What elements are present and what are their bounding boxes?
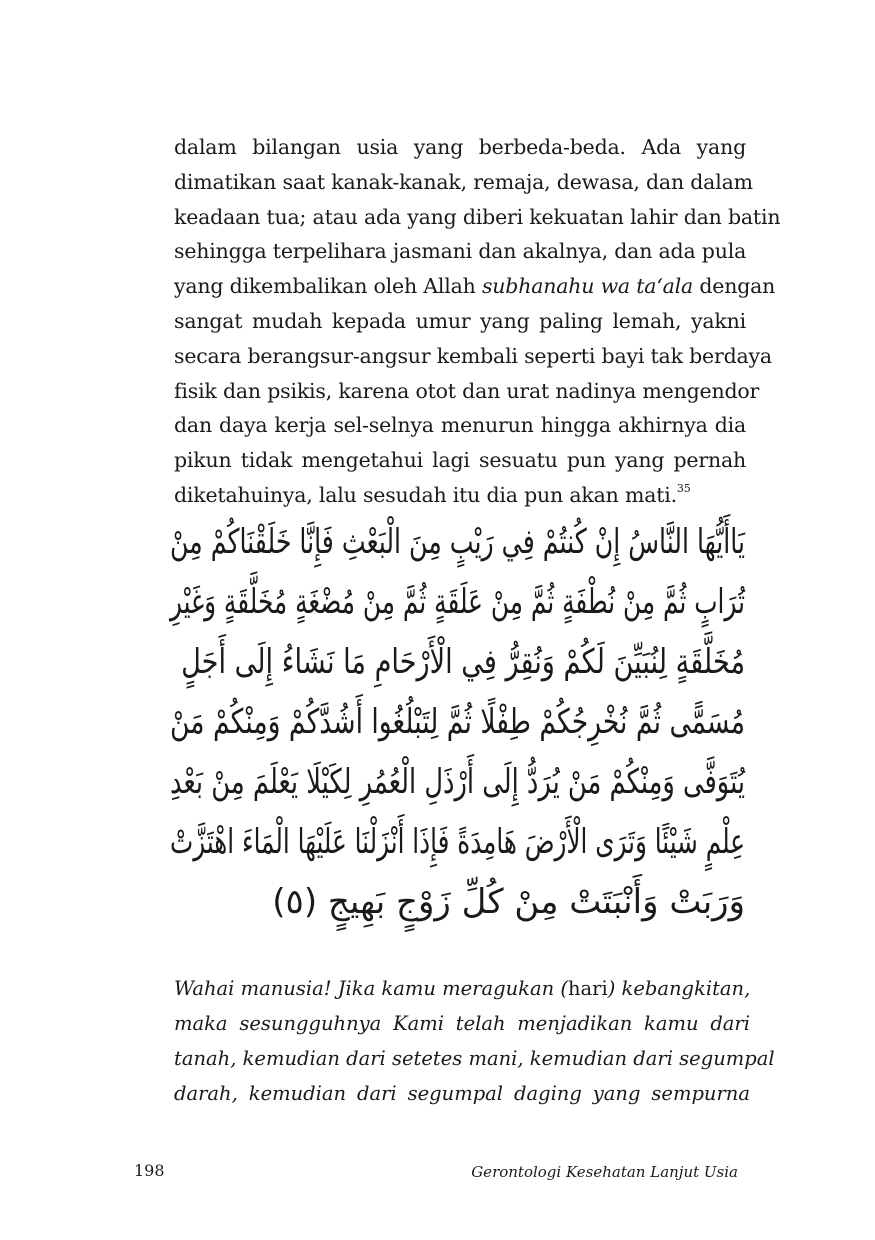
body-italic-phrase: subhanahu wa ta‘ala bbox=[481, 274, 694, 299]
verse-translation bbox=[174, 971, 775, 1111]
body-paragraph bbox=[174, 130, 781, 513]
body-line: sangat mudah kepada umur yang paling lemah, yakni bbox=[174, 308, 746, 333]
translation-line: maka sesungguhnya Kami telah menjadikan kamu dari bbox=[174, 1012, 750, 1035]
translation-line: tanah, kemudian dari setetes mani, kemudian dari segumpal bbox=[174, 1047, 775, 1070]
arabic-line: يُتَوَفَّى وَمِنْكُمْ مَنْ يُرَدُّ إِلَى أَرْذَلِ الْعُمُرِ لِكَيْلَا يَعْلَمَ مِنْ بَعْدِ bbox=[170, 762, 746, 802]
body-line: pikun tidak mengetahui lagi sesuatu pun yang pernah bbox=[174, 448, 746, 473]
arabic-line-last: وَرَبَتْ وَأَنْبَتَتْ مِنْ كُلِّ زَوْجٍ بَهِيجٍ (٥) bbox=[272, 882, 745, 922]
arabic-line: تُرَابٍ ثُمَّ مِنْ نُطْفَةٍ ثُمَّ مِنْ عَلَقَةٍ ثُمَّ مِنْ مُضْغَةٍ مُخَلَّقَةٍ وَغَيْرِ bbox=[170, 582, 745, 622]
body-line-start: yang dikembalikan oleh Allah bbox=[174, 274, 482, 299]
body-line: sehingga terpelihara jasmani dan akalnya, dan ada pula bbox=[174, 239, 747, 264]
arabic-line: يَاأَيُّهَا النَّاسُ إِنْ كُنتُمْ فِي رَيْبٍ مِنَ الْبَعْثِ فَإِنَّا خَلَقْنَاكُمْ مِنْ bbox=[170, 522, 745, 562]
arabic-line: عِلْمٍ شَيْئًا وَتَرَى الْأَرْضَ هَامِدَةً فَإِذَا أَنْزَلْنَا عَلَيْهَا الْمَاءَ اهْتَزَّتْ bbox=[170, 822, 746, 862]
arabic-line: مُخَلَّقَةٍ لِنُبَيِّنَ لَكُمْ وَنُقِرُّ فِي الْأَرْحَامِ مَا نَشَاءُ إِلَى أَجَلٍ bbox=[181, 642, 745, 682]
body-line: secara berangsur-angsur kembali seperti bayi tak berdaya bbox=[174, 343, 772, 368]
body-line-last bbox=[174, 478, 746, 513]
arabic-line: مُسَمًّى ثُمَّ نُخْرِجُكُمْ طِفْلًا ثُمَّ لِتَبْلُغُوا أَشُدَّكُمْ وَمِنْكُمْ مَنْ bbox=[170, 702, 745, 742]
body-line: dalam bilangan usia yang berbeda-beda. Ada yang bbox=[174, 135, 746, 159]
arabic-verse bbox=[170, 512, 745, 932]
page-number: 198 bbox=[134, 1161, 165, 1180]
body-line: dan daya kerja sel-selnya menurun hingga akhirnya dia bbox=[174, 413, 746, 438]
body-line: keadaan tua; atau ada yang diberi kekuatan lahir dan batin bbox=[174, 204, 781, 229]
translation-line: darah, kemudian dari segumpal daging yang sempurna bbox=[174, 1082, 750, 1105]
body-line: dimatikan saat kanak-kanak, remaja, dewasa, dan dalam bbox=[174, 169, 753, 194]
body-line-end: dengan bbox=[693, 274, 776, 299]
translation-text: ) kebangkitan, bbox=[607, 977, 751, 1000]
body-line-with-italic bbox=[174, 269, 776, 304]
running-footer-title: Gerontologi Kesehatan Lanjut Usia bbox=[471, 1163, 738, 1181]
translation-upright-word: hari bbox=[567, 977, 608, 1000]
body-line-text: diketahuinya, lalu sesudah itu dia pun akan mati. bbox=[174, 482, 677, 507]
translation-line bbox=[174, 971, 750, 1006]
body-line: fisik dan psikis, karena otot dan urat nadinya mengendor bbox=[174, 378, 760, 403]
translation-text: Wahai manusia! Jika kamu meragukan ( bbox=[174, 977, 568, 1000]
footnote-reference[interactable]: 35 bbox=[676, 481, 691, 495]
